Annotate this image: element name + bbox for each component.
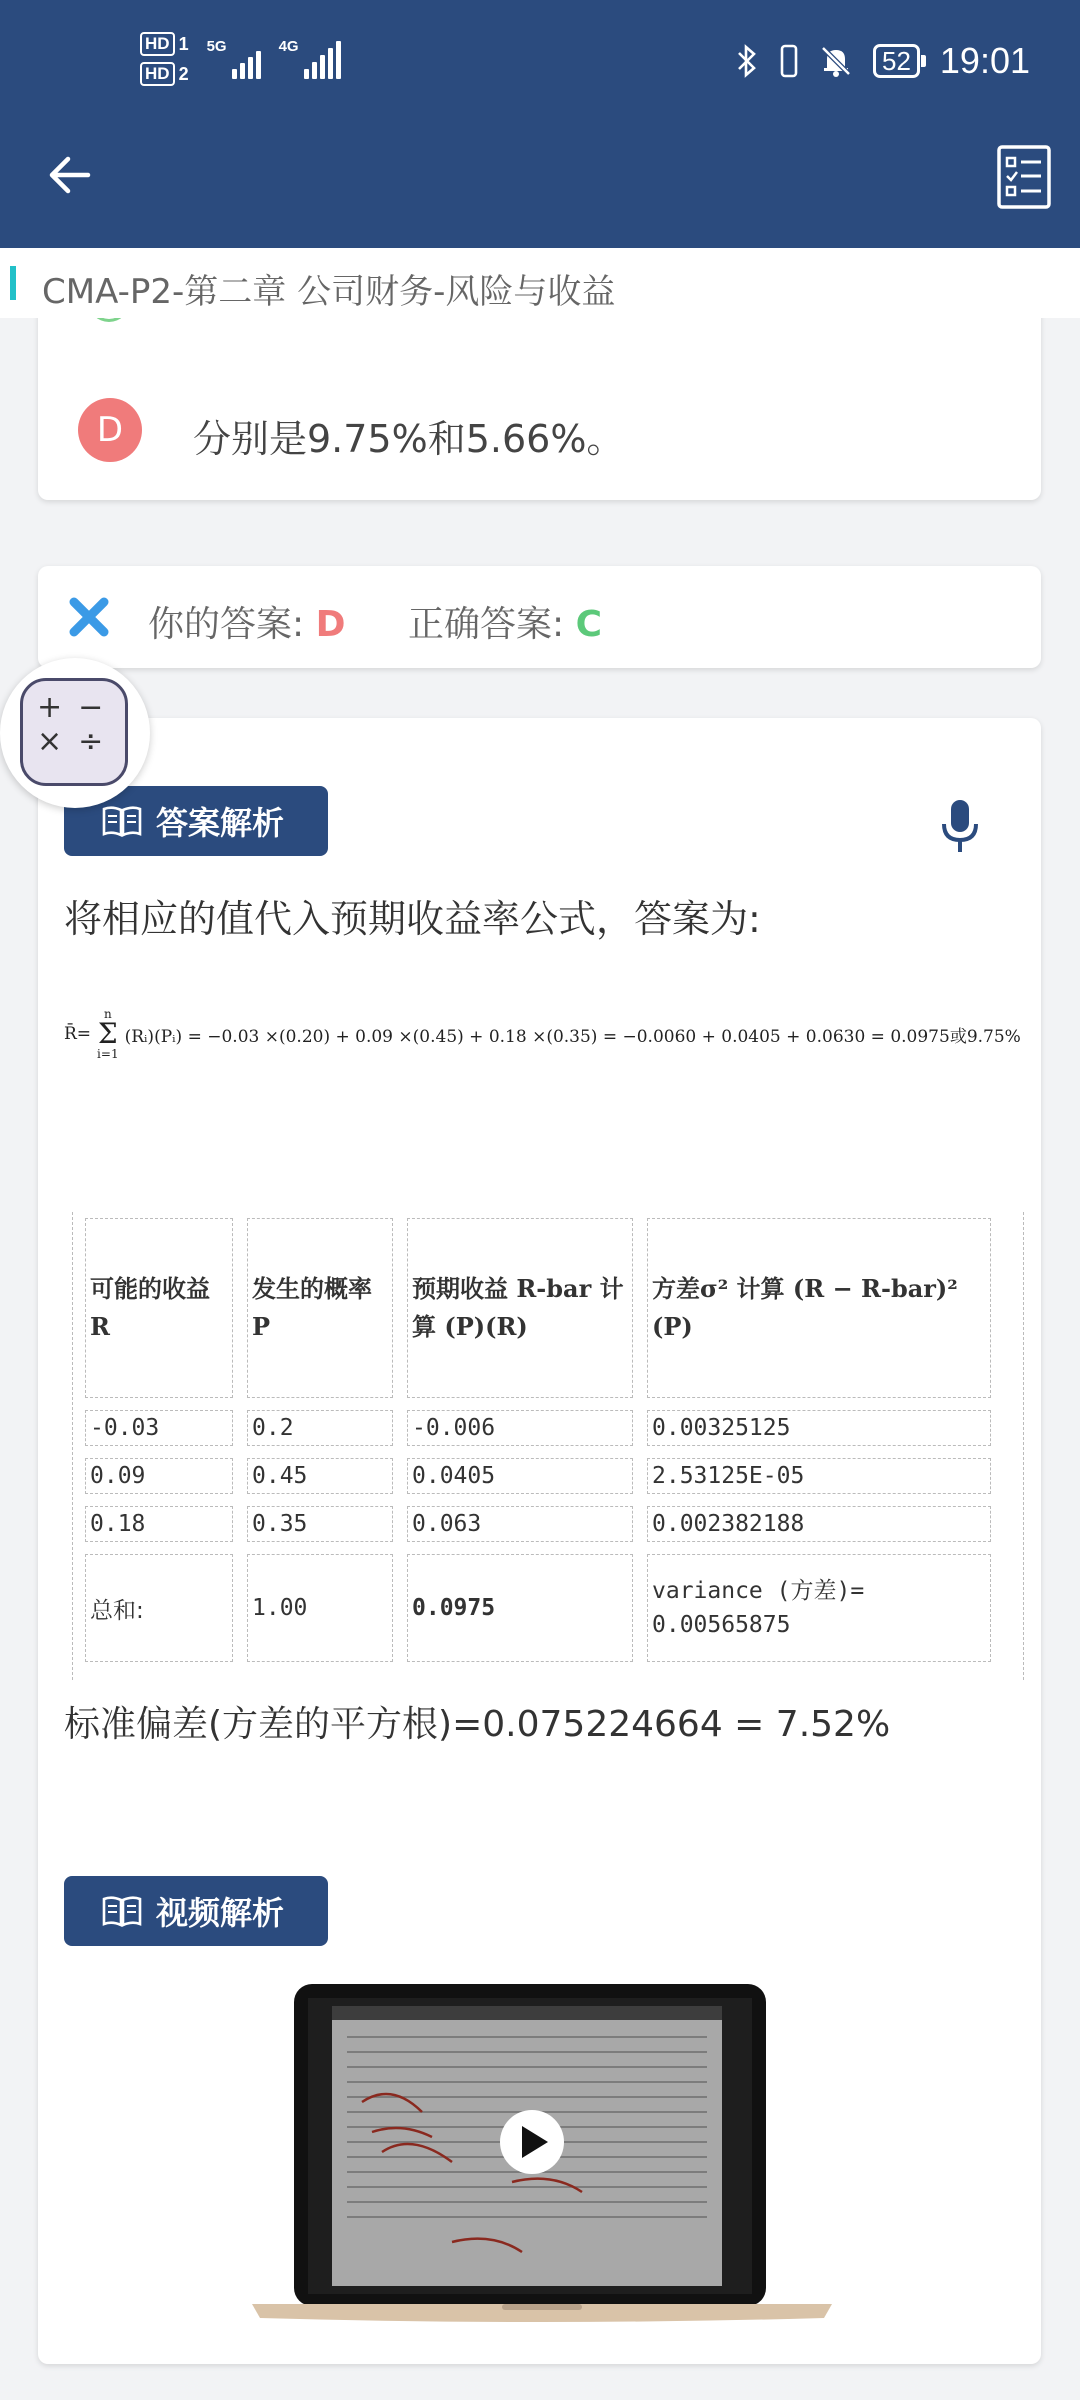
table-total-row xyxy=(85,1554,991,1662)
table-cell: 0.35 xyxy=(247,1506,393,1542)
total-label: 总和: xyxy=(85,1554,233,1662)
arrow-left-icon[interactable] xyxy=(44,150,94,200)
total-probability: 1.00 xyxy=(247,1554,393,1662)
table-cell: 0.002382188 xyxy=(647,1506,991,1542)
signal-4g-icon: 4G xyxy=(279,39,341,79)
microphone-icon[interactable] xyxy=(938,798,982,854)
table-cell: 2.53125E-05 xyxy=(647,1458,991,1494)
status-right xyxy=(735,40,1030,82)
table-row xyxy=(85,1458,991,1494)
expected-return-formula: R̄= n Σ i=1 (Rᵢ)(Pᵢ) = −0.03 ×(0.20) + 0.09 ×(0.45) + 0.18 ×(0.35) = −0.0060 + 0.0405 + 0.0630 = 0.0975或9.75% xyxy=(64,1007,1021,1061)
calculation-table xyxy=(72,1212,1024,1680)
table-cell: -0.03 xyxy=(85,1410,233,1446)
analysis-lead-text: 将相应的值代入预期收益率公式，答案为: xyxy=(64,897,761,941)
video-thumbnail[interactable] xyxy=(252,1982,832,2342)
calculator-icon: +− ×÷ xyxy=(20,678,128,786)
vibrate-icon xyxy=(779,44,799,78)
your-answer: 你的答案: D xyxy=(148,604,346,645)
table-row xyxy=(85,1410,991,1446)
bluetooth-icon xyxy=(735,44,759,78)
table-cell: 0.45 xyxy=(247,1458,393,1494)
table-header-row xyxy=(85,1218,991,1398)
table-cell: 0.0405 xyxy=(407,1458,633,1494)
sim-2-label: 2 xyxy=(178,63,189,84)
clock: 19:01 xyxy=(939,40,1030,81)
sum-symbol: n Σ i=1 xyxy=(97,1007,119,1061)
table-cell: 0.00325125 xyxy=(647,1410,991,1446)
wrong-x-icon xyxy=(66,594,112,640)
your-answer-value: D xyxy=(315,604,346,645)
table-cell: 0.063 xyxy=(407,1506,633,1542)
book-icon xyxy=(102,1895,142,1927)
analysis-card xyxy=(38,718,1041,2364)
top-app-bar xyxy=(0,0,1080,248)
signal-5g-icon: 5G xyxy=(207,39,261,79)
sim-indicators xyxy=(140,32,189,86)
standard-deviation-text: 标准偏差(方差的平方根)=0.075224664 = 7.52% xyxy=(64,1704,891,1745)
hd-badge: HD xyxy=(140,32,175,56)
header-cell: 预期收益 R-bar 计算 (P)(R) xyxy=(407,1218,633,1398)
table-row xyxy=(85,1506,991,1542)
correct-answer-value: C xyxy=(575,604,603,645)
hd-badge: HD xyxy=(140,62,175,86)
calculator-button[interactable] xyxy=(0,658,150,808)
option-card xyxy=(38,300,1041,500)
total-expected-return: 0.0975 xyxy=(407,1554,633,1662)
breadcrumb-accent xyxy=(10,266,16,300)
total-variance: variance (方差)= 0.00565875 xyxy=(647,1554,991,1662)
checklist-icon[interactable] xyxy=(996,144,1052,210)
status-left xyxy=(140,32,341,86)
table-cell: 0.18 xyxy=(85,1506,233,1542)
battery-indicator: 52 xyxy=(873,44,920,78)
header-cell: 可能的收益 R xyxy=(85,1218,233,1398)
table-cell: -0.006 xyxy=(407,1410,633,1446)
table-cell: 0.09 xyxy=(85,1458,233,1494)
breadcrumb xyxy=(0,248,1080,318)
option-d-badge[interactable]: D xyxy=(78,398,142,462)
sim-1-label: 1 xyxy=(178,33,189,54)
breadcrumb-title: CMA-P2-第二章 公司财务-风险与收益 xyxy=(42,272,616,312)
correct-answer: 正确答案: C xyxy=(408,604,603,645)
header-cell: 发生的概率 P xyxy=(247,1218,393,1398)
option-d-text[interactable]: 分别是9.75%和5.66%。 xyxy=(193,417,625,461)
answer-analysis-label: 答案解析 xyxy=(64,786,328,856)
table-cell: 0.2 xyxy=(247,1410,393,1446)
book-icon xyxy=(102,805,142,837)
answer-result-card xyxy=(38,566,1041,668)
header-cell: 方差σ² 计算 (R − R-bar)² (P) xyxy=(647,1218,991,1398)
mute-icon xyxy=(819,44,853,78)
video-analysis-label: 视频解析 xyxy=(64,1876,328,1946)
